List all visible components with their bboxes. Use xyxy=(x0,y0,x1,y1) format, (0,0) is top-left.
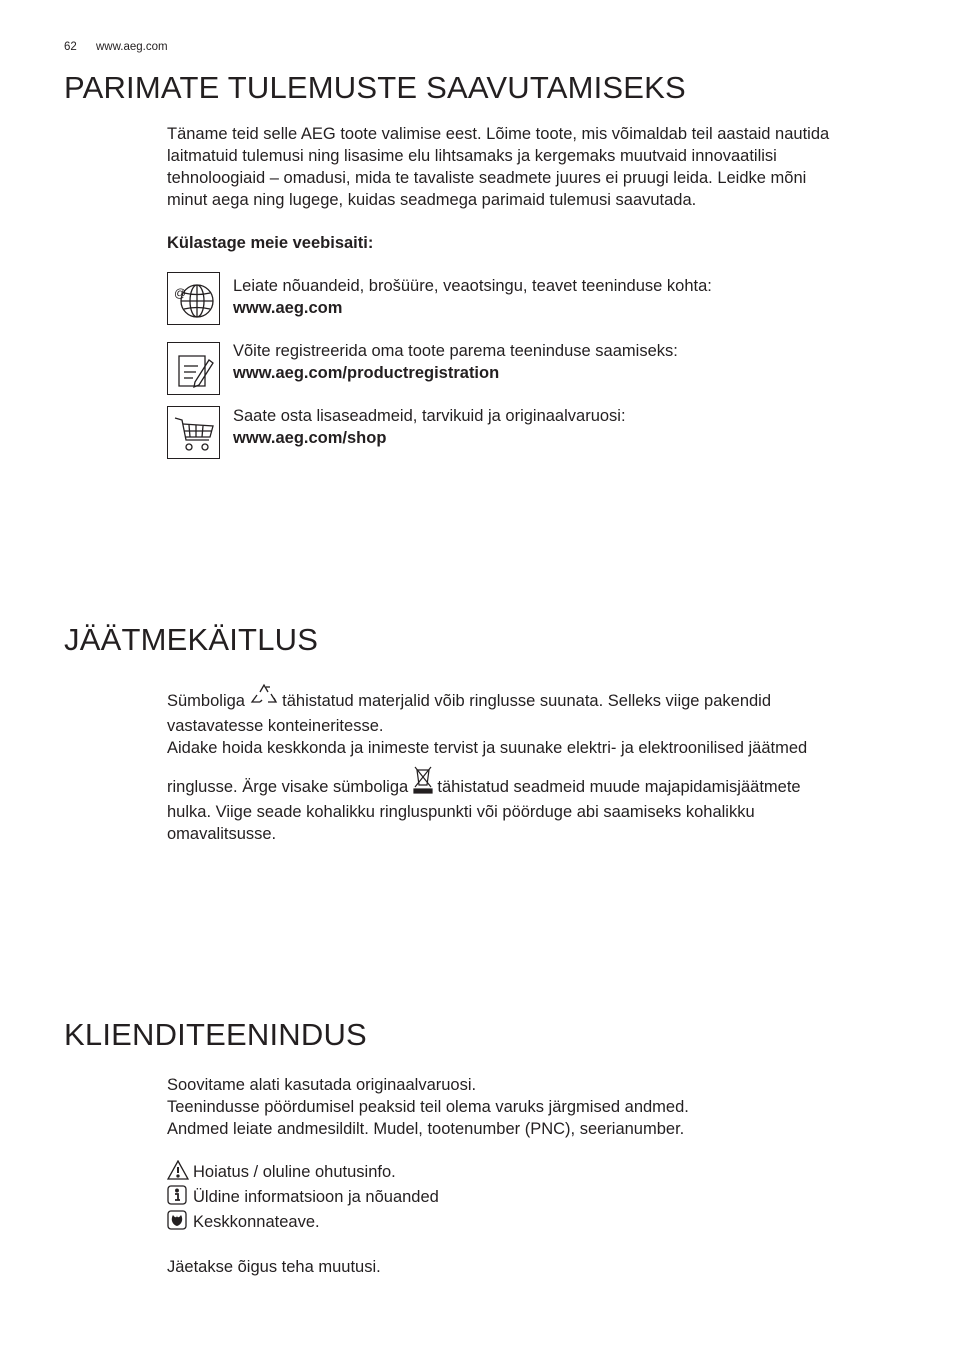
website-link[interactable]: www.aeg.com xyxy=(233,299,343,317)
visit-website-label: Külastage meie veebisaiti: xyxy=(167,234,374,252)
intro-line: tehnoloogiaid – omadusi, mida te tavaliste seadmete juures ei pruugi leida. Leidke mõni xyxy=(167,169,807,187)
intro-line: laitmatuid tulemusi ning lisasime elu lihtsamaks ja kergemaks muutvaid innovaatilisi xyxy=(167,147,777,165)
intro-paragraph xyxy=(167,123,907,211)
registration-form-icon xyxy=(167,342,220,395)
legend-item: Hoiatus / oluline ohutusinfo. xyxy=(167,1160,907,1185)
service-line: Teenindusse pöördumisel peaksid teil olema varuks järgmised andmed. xyxy=(167,1098,689,1116)
legend-item: Keskkonnateave. xyxy=(167,1210,907,1235)
header-site: www.aeg.com xyxy=(96,41,168,53)
info-icon xyxy=(167,1185,187,1205)
crossed-bin-icon xyxy=(413,765,433,801)
svg-text:@: @ xyxy=(173,285,186,300)
intro-line: minut aega ning lugege, kuidas seadmega parimaid tulemusi saavutada. xyxy=(167,191,697,209)
waste-paragraph xyxy=(167,683,907,845)
waste-line: omavalitsusse. xyxy=(167,825,277,843)
service-line: Andmed leiate andmesildilt. Mudel, tootenumber (PNC), seerianumber. xyxy=(167,1120,685,1138)
shop-row xyxy=(233,405,626,449)
service-line: Soovitame alati kasutada originaalvaruosi. xyxy=(167,1076,477,1094)
section-title-best-results: PARIMATE TULEMUSTE SAAVUTAMISEKS xyxy=(64,70,686,105)
website-row xyxy=(233,275,712,319)
waste-line: Sümboliga tähistatud materjalid võib ringlusse suunata. Selleks viige pakendid xyxy=(167,683,907,715)
waste-line: Aidake hoida keskkonda ja inimeste tervist ja suunake elektri- ja elektroonilised jäätmed xyxy=(167,739,808,757)
symbol-legend xyxy=(167,1160,907,1235)
environment-leaf-icon xyxy=(167,1210,187,1230)
service-paragraph xyxy=(167,1074,907,1140)
shop-link[interactable]: www.aeg.com/shop xyxy=(233,429,387,447)
changes-reserved-note: Jäetakse õigus teha muutusi. xyxy=(167,1258,381,1276)
registration-link[interactable]: www.aeg.com/productregistration xyxy=(233,364,500,382)
website-row-text: Leiate nõuandeid, brošüüre, veaotsingu, teavet teeninduse kohta: xyxy=(233,277,712,295)
intro-line: Täname teid selle AEG toote valimise eest. Lõime toote, mis võimaldab teil aastaid nautida xyxy=(167,125,830,143)
section-title-customer-service: KLIENDITEENINDUS xyxy=(64,1017,367,1052)
warning-triangle-icon xyxy=(167,1160,187,1180)
waste-line: hulka. Viige seade kohalikku ringluspunkti või pöörduge abi saamiseks kohalikku xyxy=(167,803,755,821)
waste-line: ringlusse. Ärge visake sümboliga tähistatud seadmeid muude majapidamisjäätmete xyxy=(167,765,907,801)
waste-line: vastavatesse konteineritesse. xyxy=(167,717,384,735)
section-title-waste: JÄÄTMEKÄITLUS xyxy=(64,622,319,657)
shop-row-text: Saate osta lisaseadmeid, tarvikuid ja originaalvaruosi: xyxy=(233,407,626,425)
shopping-cart-icon xyxy=(167,406,220,459)
recycle-icon xyxy=(250,683,278,715)
legend-item: Üldine informatsioon ja nõuanded xyxy=(167,1185,907,1210)
web-globe-icon xyxy=(167,272,220,325)
page-header xyxy=(64,41,168,53)
registration-row-text: Võite registreerida oma toote parema teeninduse saamiseks: xyxy=(233,342,678,360)
registration-row xyxy=(233,340,678,384)
page-number: 62 xyxy=(64,41,77,53)
